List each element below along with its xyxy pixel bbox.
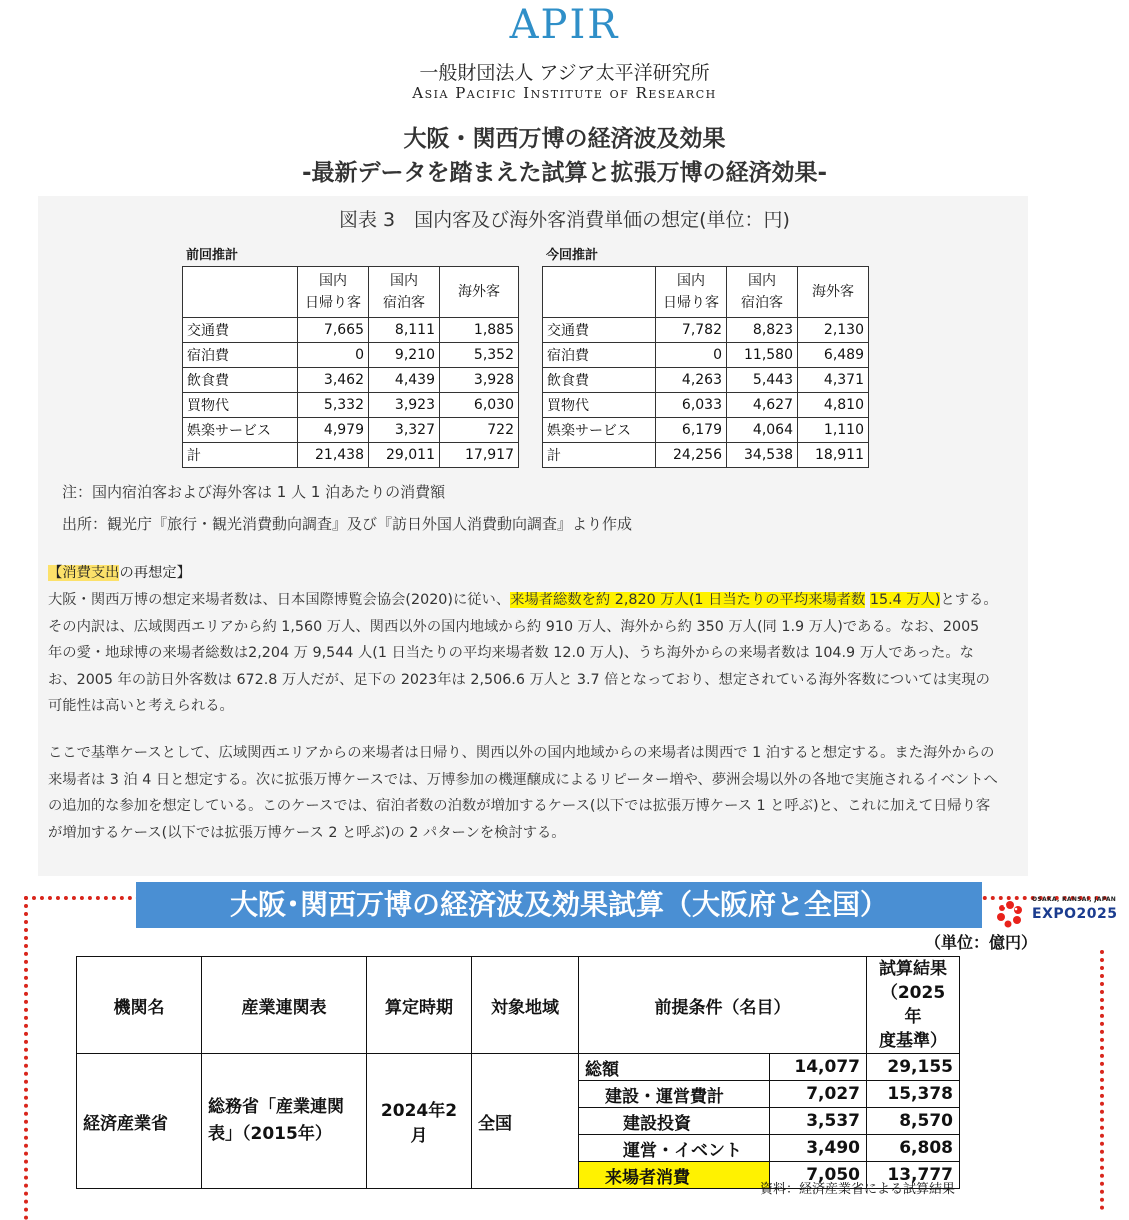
- paragraph-1-text-b: とする。その内訳は、広域関西エリアから約 1,560 万人、関西以外の国内地域から約 910 万人、海外から約 350 万人(同 1.9 万人)である。なお、2005 年の愛・地球博の来場者総数は2,204 万 9,544 人(1 日当たりの平均来場者数 12.0 万人)、うち海外からの来場者数は 104.9 万人であった。なお、2005 年の訪日外客数は 672.8 万人だが、足下の 2023年は 2,506.6 万人と 3.7 倍となっており、想定されている海外客数については実現の可能性は高いと考えられる。: [48, 592, 998, 714]
- category-cell: 娯楽サービス: [543, 418, 656, 443]
- header-line: 海外客: [458, 284, 500, 300]
- value-cell: 6,033: [656, 393, 727, 418]
- condition-value: 3,490: [770, 1135, 867, 1162]
- unit-label: （単位：億円）: [925, 933, 1038, 952]
- value-cell: 34,538: [727, 443, 798, 468]
- value-cell: 2,130: [798, 318, 869, 343]
- value-cell: 29,011: [369, 443, 440, 468]
- header-line: 試算結果: [879, 959, 947, 979]
- value-cell: 8,111: [369, 318, 440, 343]
- paragraph-1: [48, 587, 998, 720]
- page-title: 大阪・関西万博の経済波及効果: [403, 126, 726, 152]
- expo-caption: OSAKA, KANSAI, JAPAN: [1032, 896, 1117, 903]
- page-subtitle: -最新データを踏まえた試算と拡張万博の経済効果-: [301, 160, 828, 186]
- category-cell: 計: [183, 443, 298, 468]
- dotted-frame-right: [1100, 950, 1104, 1210]
- category-cell: 買物代: [543, 393, 656, 418]
- paragraph-2: ここで基準ケースとして、広域関西エリアからの来場者は日帰り、関西以外の国内地域からの来場者は関西で 1 泊すると想定する。また海外からの来場者は 3 泊 4 日と想定する。次に拡張万博ケースでは、万博参加の機運醸成によるリピーター増や、夢洲会場以外の各地で実施されるイベントへの追加的な参加を想定している。このケースでは、宿泊者数の泊数が増加するケース(以下では拡張万博ケース 1 と呼ぶ)と、これに加えて日帰り客が増加するケース(以下では拡張万博ケース 2 と呼ぶ)の 2 パターンを検討する。: [48, 745, 998, 841]
- condition-value: 14,077: [770, 1054, 867, 1081]
- result-value: 6,808: [867, 1135, 960, 1162]
- value-cell: 3,923: [369, 393, 440, 418]
- value-cell: 4,371: [798, 368, 869, 393]
- value-cell: 21,438: [298, 443, 369, 468]
- table-row: [543, 318, 869, 343]
- table-row: [183, 318, 519, 343]
- header-line: 日帰り客: [663, 295, 719, 311]
- header-line: 国内: [390, 273, 418, 289]
- table-row: [183, 368, 519, 393]
- table-header: 産業連関表: [202, 957, 367, 1054]
- table-row: [183, 418, 519, 443]
- result-value: 8,570: [867, 1108, 960, 1135]
- curr-estimate-label: 今回推計: [546, 248, 599, 263]
- table-header: [298, 267, 369, 318]
- category-cell: 計: [543, 443, 656, 468]
- condition-value: 7,027: [770, 1081, 867, 1108]
- table-row: [183, 393, 519, 418]
- condition-label: 総額: [579, 1054, 770, 1081]
- value-cell: 9,210: [369, 343, 440, 368]
- value-cell: 722: [440, 418, 519, 443]
- value-cell: 4,627: [727, 393, 798, 418]
- banner-title: 大阪･関西万博の経済波及効果試算（大阪府と全国）: [136, 882, 982, 928]
- table-header-row: [77, 957, 960, 1054]
- curr-estimate-table: [542, 266, 869, 468]
- figure-note: 注：国内宿泊客および海外客は 1 人 1 泊あたりの消費額: [62, 483, 446, 501]
- table-row: [183, 343, 519, 368]
- paragraph-1-highlight-2: 15.4 万人): [869, 592, 941, 608]
- value-cell: 4,979: [298, 418, 369, 443]
- value-cell: 24,256: [656, 443, 727, 468]
- timing-cell: 2024年2月: [367, 1054, 472, 1189]
- table-row: [543, 418, 869, 443]
- value-cell: 3,327: [369, 418, 440, 443]
- condition-label: 運営・イベント: [579, 1135, 770, 1162]
- section-heading-open: 【: [48, 565, 63, 581]
- value-cell: 7,782: [656, 318, 727, 343]
- paragraph-1-highlight-1: 来場者総数を約 2,820 万人(1 日当たりの平均来場者数: [510, 592, 866, 608]
- value-cell: 6,179: [656, 418, 727, 443]
- section-heading-rest: の再想定】: [119, 565, 191, 581]
- table-header: 算定時期: [367, 957, 472, 1054]
- value-cell: 11,580: [727, 343, 798, 368]
- table-header-row: [183, 267, 519, 318]
- value-cell: 5,332: [298, 393, 369, 418]
- condition-value: 7,050: [770, 1162, 867, 1189]
- category-cell: 宿泊費: [543, 343, 656, 368]
- table-header-row: [543, 267, 869, 318]
- value-cell: 3,928: [440, 368, 519, 393]
- header-line: 宿泊客: [741, 295, 783, 311]
- value-cell: 4,439: [369, 368, 440, 393]
- org-name-jp: 一般財団法人 アジア太平洋研究所: [419, 62, 710, 84]
- value-cell: 17,917: [440, 443, 519, 468]
- table-row: [543, 343, 869, 368]
- table-header: [656, 267, 727, 318]
- value-cell: 0: [656, 343, 727, 368]
- category-cell: 宿泊費: [183, 343, 298, 368]
- result-value: 15,378: [867, 1081, 960, 1108]
- value-cell: 4,263: [656, 368, 727, 393]
- economic-effect-table: [76, 956, 960, 1189]
- header-line: 海外客: [812, 284, 854, 300]
- io-table-cell: 総務省「産業連関表」（2015年）: [202, 1054, 367, 1189]
- value-cell: 5,443: [727, 368, 798, 393]
- category-cell: 娯楽サービス: [183, 418, 298, 443]
- table-header: 対象地域: [472, 957, 579, 1054]
- result-value: 13,777: [867, 1162, 960, 1189]
- value-cell: 6,030: [440, 393, 519, 418]
- category-cell: 買物代: [183, 393, 298, 418]
- category-cell: 交通費: [543, 318, 656, 343]
- table-header: 前提条件（名目）: [579, 957, 867, 1054]
- condition-value: 3,537: [770, 1108, 867, 1135]
- table-row: [77, 1054, 960, 1081]
- table-header: [440, 267, 519, 318]
- table-header-blank: [183, 267, 298, 318]
- category-cell: 飲食費: [543, 368, 656, 393]
- table-row: [543, 368, 869, 393]
- header-line: 国内: [677, 273, 705, 289]
- value-cell: 3,462: [298, 368, 369, 393]
- header-line: 度基準）: [879, 1031, 947, 1051]
- header-line: 国内: [319, 273, 347, 289]
- value-cell: 4,064: [727, 418, 798, 443]
- header-line: （2025年: [880, 983, 946, 1027]
- condition-label: 建設投資: [579, 1108, 770, 1135]
- value-cell: 4,810: [798, 393, 869, 418]
- table-header: [369, 267, 440, 318]
- condition-label: 建設・運営費計: [579, 1081, 770, 1108]
- expo-logo-icon: [996, 900, 1024, 928]
- expo-wordmark: EXPO2025: [1032, 906, 1118, 922]
- category-cell: 交通費: [183, 318, 298, 343]
- result-value: 29,155: [867, 1054, 960, 1081]
- header-line: 宿泊客: [383, 295, 425, 311]
- prev-estimate-table: [182, 266, 519, 468]
- org-name-en: Asia Pacific Institute of Research: [412, 84, 717, 102]
- table-header-result: [867, 957, 960, 1054]
- value-cell: 5,352: [440, 343, 519, 368]
- prev-estimate-label: 前回推計: [186, 248, 239, 263]
- table-header: [727, 267, 798, 318]
- value-cell: 6,489: [798, 343, 869, 368]
- section-heading: [48, 562, 191, 582]
- table-header-blank: [543, 267, 656, 318]
- paragraph-1-text-a: 大阪・関西万博の想定来場者数は、日本国際博覧会協会(2020)に従い、: [48, 592, 511, 608]
- value-cell: 0: [298, 343, 369, 368]
- figure-caption: 図表 3 国内客及び海外客消費単価の想定(単位：円): [339, 209, 790, 231]
- table-row: [183, 443, 519, 468]
- apir-logo: APIR: [509, 2, 620, 48]
- table-source: 資料：経済産業省による試算結果: [760, 1182, 956, 1197]
- value-cell: 7,665: [298, 318, 369, 343]
- value-cell: 1,885: [440, 318, 519, 343]
- section-heading-highlight: 消費支出: [62, 565, 120, 581]
- table-header: 機関名: [77, 957, 202, 1054]
- value-cell: 1,110: [798, 418, 869, 443]
- value-cell: 18,911: [798, 443, 869, 468]
- category-cell: 飲食費: [183, 368, 298, 393]
- condition-label-highlighted: 来場者消費: [579, 1162, 770, 1189]
- table-row: [543, 443, 869, 468]
- header-line: 国内: [748, 273, 776, 289]
- region-cell: 全国: [472, 1054, 579, 1189]
- table-header: [798, 267, 869, 318]
- figure-source: 出所：観光庁『旅行・観光消費動向調査』及び『訪日外国人消費動向調査』より作成: [62, 515, 633, 533]
- org-cell: 経済産業省: [77, 1054, 202, 1189]
- table-row: [543, 393, 869, 418]
- header-line: 日帰り客: [305, 295, 361, 311]
- value-cell: 8,823: [727, 318, 798, 343]
